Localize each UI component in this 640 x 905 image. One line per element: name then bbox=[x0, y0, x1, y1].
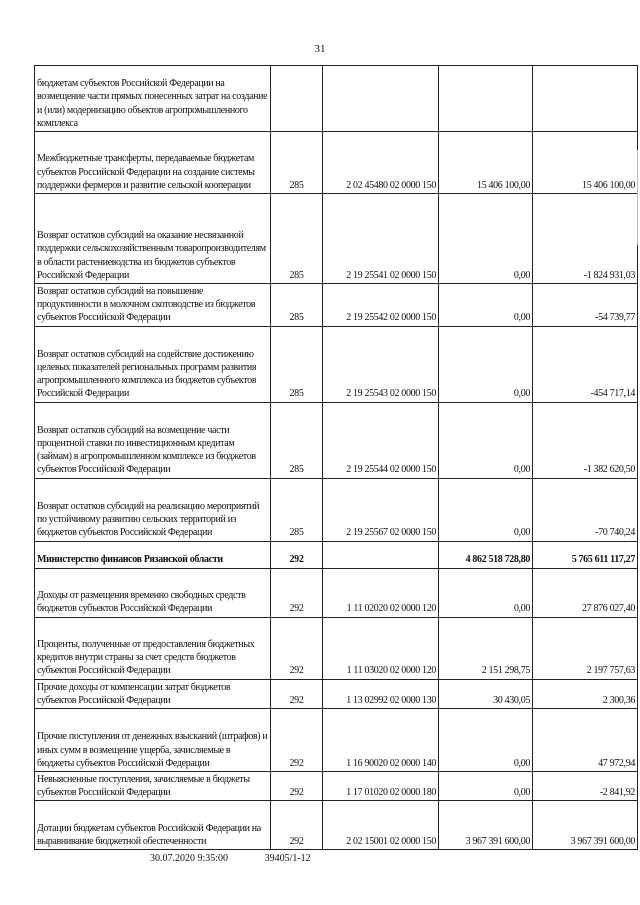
cell-value-planned: 0,00 bbox=[439, 568, 533, 617]
cell-name: бюджетам субъектов Российской Федерации на возмещение части прямых понесенных затрат на создание и (или) модернизацию объектов агропромышленного комплекса bbox=[35, 66, 271, 132]
cell-name: Возврат остатков субсидий на возмещение части процентной ставки по инвестиционным кредитам (займам) в агропромышленном комплексе из бюджетов субъектов Российской Федерации bbox=[35, 402, 271, 478]
table-row bbox=[35, 284, 638, 327]
revenue-table bbox=[34, 65, 638, 850]
cell-budget-code: 1 11 03020 02 0000 120 bbox=[323, 617, 439, 679]
table-row bbox=[35, 66, 638, 132]
table-row bbox=[35, 541, 638, 568]
table-row bbox=[35, 132, 638, 194]
cell-admin-code bbox=[271, 66, 323, 132]
cell-admin-code: 292 bbox=[271, 617, 323, 679]
cell-budget-code: 2 19 25542 02 0000 150 bbox=[323, 284, 439, 327]
cell-budget-code: 1 11 02020 02 0000 120 bbox=[323, 568, 439, 617]
cell-value-actual: 5 765 611 117,27 bbox=[533, 541, 638, 568]
cell-name: Возврат остатков субсидий на оказание несвязанной поддержки сельскохозяйственным товаропроизводителям в области растениеводства из бюджетов субъектов Российской Федерации bbox=[35, 194, 271, 284]
footer-doc-id: 39405/1-12 bbox=[264, 853, 311, 864]
cell-value-planned: 2 151 298,75 bbox=[439, 617, 533, 679]
cell-value-planned: 0,00 bbox=[439, 402, 533, 478]
cell-value-planned: 4 862 518 728,80 bbox=[439, 541, 533, 568]
cell-value-actual bbox=[533, 66, 638, 132]
cell-name: Межбюджетные трансферты, передаваемые бюджетам субъектов Российской Федерации на создание системы поддержки фермеров и развитие сельской кооперации bbox=[35, 132, 271, 194]
footer-timestamp: 30.07.2020 9:35:00 bbox=[150, 853, 229, 864]
cell-budget-code: 2 19 25544 02 0000 150 bbox=[323, 402, 439, 478]
cell-value-planned: 0,00 bbox=[439, 194, 533, 284]
cell-name: Возврат остатков субсидий на реализацию мероприятий по устойчивому развитию сельских территорий из бюджетов субъектов Российской Федерации bbox=[35, 478, 271, 541]
cell-name: Проценты, полученные от предоставления бюджетных кредитов внутри страны за счет средств бюджетов субъектов Российской Федерации bbox=[35, 617, 271, 679]
cell-name: Возврат остатков субсидий на содействие достижению целевых показателей региональных программ развития агропромышленного комплекса из бюджетов субъектов Российской Федерации bbox=[35, 326, 271, 402]
cell-name: Прочие доходы от компенсации затрат бюджетов субъектов Российской Федерации bbox=[35, 679, 271, 708]
cell-value-planned: 30 430,05 bbox=[439, 679, 533, 708]
table-row bbox=[35, 772, 638, 801]
cell-budget-code: 2 19 25567 02 0000 150 bbox=[323, 478, 439, 541]
cell-value-actual: -2 841,92 bbox=[533, 772, 638, 801]
cell-value-planned bbox=[439, 66, 533, 132]
cell-budget-code: 2 19 25541 02 0000 150 bbox=[323, 194, 439, 284]
cell-value-planned: 0,00 bbox=[439, 326, 533, 402]
cell-admin-code: 292 bbox=[271, 679, 323, 708]
cell-admin-code: 292 bbox=[271, 568, 323, 617]
cell-value-actual: 3 967 391 600,00 bbox=[533, 801, 638, 850]
cell-admin-code: 292 bbox=[271, 772, 323, 801]
cell-budget-code: 2 02 45480 02 0000 150 bbox=[323, 132, 439, 194]
cell-value-actual: -454 717,14 bbox=[533, 326, 638, 402]
cell-budget-code bbox=[323, 66, 439, 132]
cell-value-actual: 15 406 100,00 bbox=[533, 132, 638, 194]
cell-value-planned: 0,00 bbox=[439, 284, 533, 327]
page-edge-mark bbox=[637, 150, 638, 245]
cell-name: Возврат остатков субсидий на повышение продуктивности в молочном скотоводстве из бюджетов субъектов Российской Федерации bbox=[35, 284, 271, 327]
cell-value-planned: 0,00 bbox=[439, 478, 533, 541]
cell-budget-code: 1 16 90020 02 0000 140 bbox=[323, 709, 439, 772]
cell-value-actual: -70 740,24 bbox=[533, 478, 638, 541]
table-row bbox=[35, 478, 638, 541]
table-row bbox=[35, 568, 638, 617]
table-row bbox=[35, 679, 638, 708]
cell-admin-code: 292 bbox=[271, 541, 323, 568]
cell-budget-code: 2 19 25543 02 0000 150 bbox=[323, 326, 439, 402]
cell-admin-code: 292 bbox=[271, 709, 323, 772]
cell-value-actual: -1 824 931,03 bbox=[533, 194, 638, 284]
cell-value-actual: 2 300,36 bbox=[533, 679, 638, 708]
table-row bbox=[35, 617, 638, 679]
cell-admin-code: 285 bbox=[271, 326, 323, 402]
cell-budget-code: 1 17 01020 02 0000 180 bbox=[323, 772, 439, 801]
cell-value-actual: 27 876 027,40 bbox=[533, 568, 638, 617]
cell-value-actual: -1 382 620,50 bbox=[533, 402, 638, 478]
cell-value-actual: 2 197 757,63 bbox=[533, 617, 638, 679]
page-number: 31 bbox=[314, 43, 326, 55]
cell-budget-code: 1 13 02992 02 0000 130 bbox=[323, 679, 439, 708]
cell-value-planned: 0,00 bbox=[439, 772, 533, 801]
cell-admin-code: 285 bbox=[271, 132, 323, 194]
table-row bbox=[35, 801, 638, 850]
cell-name: Доходы от размещения временно свободных средств бюджетов субъектов Российской Федерации bbox=[35, 568, 271, 617]
cell-name: Дотации бюджетам субъектов Российской Федерации на выравнивание бюджетной обеспеченности bbox=[35, 801, 271, 850]
cell-name: Прочие поступления от денежных взысканий (штрафов) и иных сумм в возмещение ущерба, зачисляемые в бюджеты субъектов Российской Федерации bbox=[35, 709, 271, 772]
cell-admin-code: 285 bbox=[271, 402, 323, 478]
table-row bbox=[35, 194, 638, 284]
cell-name: Министерство финансов Рязанской области bbox=[35, 541, 271, 568]
cell-value-planned: 0,00 bbox=[439, 709, 533, 772]
cell-admin-code: 285 bbox=[271, 478, 323, 541]
table-row bbox=[35, 326, 638, 402]
cell-admin-code: 285 bbox=[271, 194, 323, 284]
cell-admin-code: 285 bbox=[271, 284, 323, 327]
cell-value-planned: 3 967 391 600,00 bbox=[439, 801, 533, 850]
cell-value-planned: 15 406 100,00 bbox=[439, 132, 533, 194]
cell-budget-code bbox=[323, 541, 439, 568]
table-row bbox=[35, 709, 638, 772]
cell-name: Невыясненные поступления, зачисляемые в бюджеты субъектов Российской Федерации bbox=[35, 772, 271, 801]
table-row bbox=[35, 402, 638, 478]
cell-admin-code: 292 bbox=[271, 801, 323, 850]
footer bbox=[150, 853, 345, 864]
cell-budget-code: 2 02 15001 02 0000 150 bbox=[323, 801, 439, 850]
cell-value-actual: -54 739,77 bbox=[533, 284, 638, 327]
cell-value-actual: 47 972,94 bbox=[533, 709, 638, 772]
